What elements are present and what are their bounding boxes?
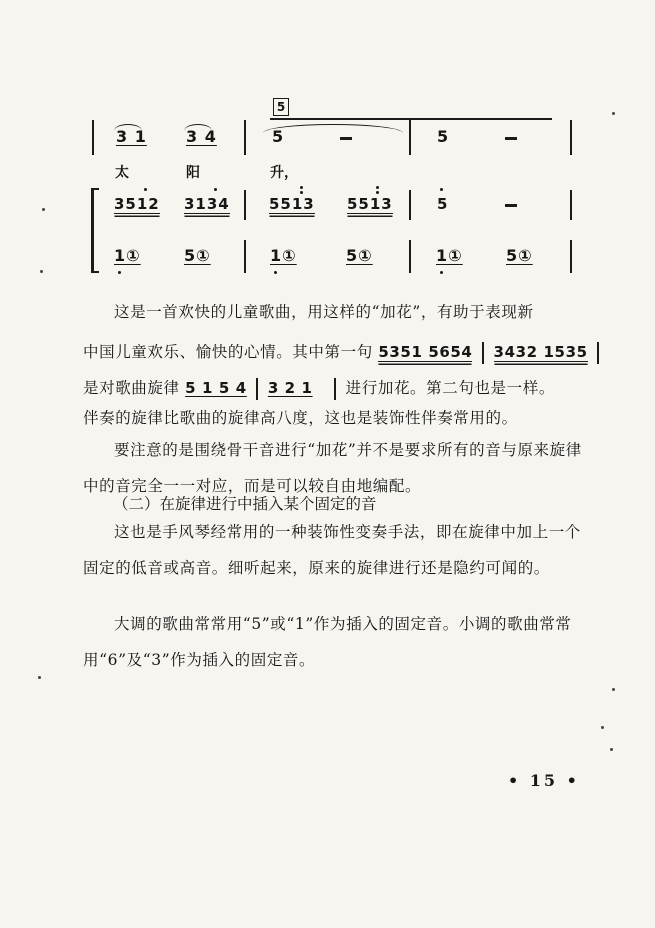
text-line: 这是一首欢快的儿童歌曲，用这样的“加花”，有助于表现新 (114, 303, 534, 321)
accompaniment-note: 3512 (114, 195, 160, 213)
inline-score-fragment: 5 1 5 4 (185, 379, 247, 397)
bass-note: 5① (184, 246, 211, 265)
melody-note: 3 1 (116, 127, 147, 146)
melody-note: 5 (437, 127, 450, 146)
lyric: 升， (270, 165, 298, 181)
accompaniment-note: 5513 (347, 195, 393, 213)
page-number: • 15 • (508, 771, 580, 790)
bass-note: 1① (114, 246, 141, 265)
bass-note: 1① (436, 246, 463, 265)
inline-score-fragment: 3432 1535 (493, 343, 588, 361)
accompaniment-note: 3134 (184, 195, 230, 213)
text-line: 中国儿童欢乐、愉快的心情。其中第一句 5351 5654 3432 1535 (83, 340, 603, 364)
text-line: 是对歌曲旋律 5 1 5 4 3 2 1 进行加花。第二句也是一样。 (83, 376, 555, 400)
paragraph-3: 这也是手风琴经常用的一种装饰性变奏手法，即在旋律中加上一个固定的低音或高音。细听起来，原来的旋律进行还是隐约可闻的。 (83, 523, 581, 577)
section-heading: （二）在旋律进行中插入某个固定的音 (113, 495, 377, 513)
paragraph-4: 大调的歌曲常常用“5”或“1”作为插入的固定音。小调的歌曲常常用“6”及“3”作为插入的固定音。 (83, 615, 572, 669)
inline-score-fragment: 3 2 1 (267, 379, 313, 397)
accompaniment-sustain (505, 204, 517, 207)
inline-score-fragment: 5351 5654 (378, 343, 473, 361)
staff-bracket (92, 120, 94, 155)
melody-note: 3 4 (186, 127, 217, 146)
paragraph-2: 要注意的是围绕骨干音进行“加花”并不是要求所有的音与原来旋律中的音完全一一对应，而是可以较自由地编配。 (83, 441, 582, 495)
text-line: 伴奏的旋律比歌曲的旋律高八度，这也是装饰性伴奏常用的。 (83, 409, 518, 427)
bass-note: 5① (506, 246, 533, 265)
rehearsal-mark: 5 (273, 98, 289, 116)
melody-sustain (340, 137, 352, 140)
melody-sustain (505, 137, 517, 140)
accompaniment-note: 5 (437, 195, 449, 213)
bass-note: 5① (346, 246, 373, 265)
melody-note: 5 (272, 127, 285, 146)
lyric: 阳 (186, 165, 200, 181)
lyric: 太 (115, 165, 129, 181)
accompaniment-note: 5513 (269, 195, 315, 213)
bass-note: 1① (270, 246, 297, 265)
